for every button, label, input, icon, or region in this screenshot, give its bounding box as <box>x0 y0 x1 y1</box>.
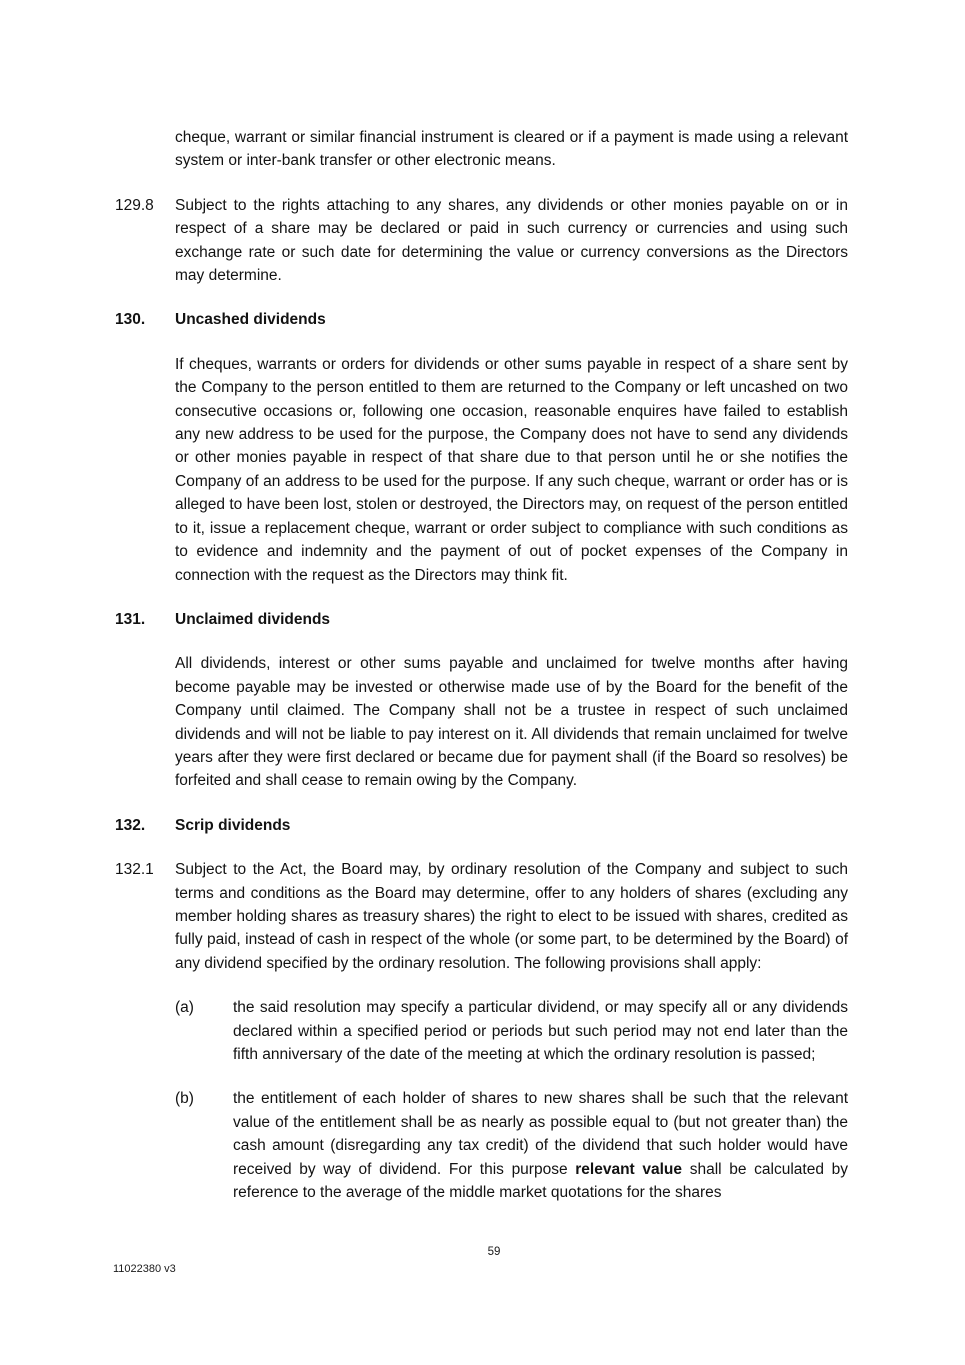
section-number: 130. <box>115 311 146 329</box>
section-title: Uncashed dividends <box>175 311 326 329</box>
subclause-text-after-bold: shall be calculated by reference to the average of the middle market quotations for the shares <box>233 1160 849 1202</box>
section-title: Scrip dividends <box>175 816 291 834</box>
number-spacer <box>115 996 175 1066</box>
number-spacer <box>115 126 175 173</box>
section-130-paragraph <box>115 353 848 587</box>
document-body <box>115 126 848 1225</box>
paragraph-text: cheque, warrant or similar financial instrument is cleared or if a payment is made using a relevant system or inter-bank transfer or other electronic means. <box>175 129 848 170</box>
number-spacer <box>115 652 175 792</box>
clause-129-8 <box>115 194 848 288</box>
section-heading-132 <box>115 814 848 837</box>
subclause-text-before-bold: the entitlement of each holder of shares to new shares shall be such that the relevant value of the entitlement shall be as nearly as possible equal to (but not greater than) the cash amount (disregarding any tax credit) of the dividend that such holder would have received by way of dividend. For this purpose <box>233 1090 848 1178</box>
subclause-b <box>115 1087 848 1204</box>
clause-number: 132.1 <box>115 861 154 879</box>
number-spacer <box>115 1087 175 1204</box>
subclause-label: (a) <box>175 999 194 1017</box>
section-heading-131 <box>115 608 848 631</box>
section-title: Unclaimed dividends <box>175 610 331 628</box>
subclause-label: (b) <box>175 1090 194 1108</box>
section-number: 131. <box>115 610 146 628</box>
page-number: 59 <box>487 1246 501 1258</box>
defined-term-relevant-value: relevant value <box>575 1160 683 1178</box>
number-spacer <box>115 353 175 587</box>
paragraph-text: If cheques, warrants or orders for dividends or other sums payable in respect of a share sent by the Company to the person entitled to them are returned to the Company or left uncashed on two consecutive occasions or, following one occasion, reasonable enquires have failed to establish any new address to be used for the purpose, the Company does not have to send any dividends or other monies payable in respect of that share due to that person until he or she notifies the Company of an address to be used for the purpose. If any such cheque, warrant or order has or is alleged to have been lost, stolen or destroyed, the Directors may, on request of the person entitled to it, issue a replacement cheque, warrant or order subject to compliance with such conditions as to evidence and indemnity and the payment of out of pocket expenses of the Company in connection with the request as the Directors may think fit. <box>175 355 848 584</box>
clause-text: Subject to the Act, the Board may, by ordinary resolution of the Company and subject to such terms and conditions as the Board may determine, offer to any holders of shares (excluding any member holding shares as treasury shares) the right to elect to be issued with shares, credited as fully paid, instead of cash in respect of the whole (or some part, to be determined by the Board) of any dividend specified by the ordinary resolution. The following provisions shall apply: <box>175 861 848 972</box>
clause-text: Subject to the rights attaching to any shares, any dividends or other monies payable on or in respect of a share may be declared or paid in such currency or currencies and using such exchange rate or such date for determining the value or currency conversions as the Directors may determine. <box>175 196 848 285</box>
document-reference: 11022380 v3 <box>113 1263 176 1275</box>
section-heading-130 <box>115 308 848 331</box>
subclause-a <box>115 996 848 1066</box>
section-131-paragraph <box>115 652 848 792</box>
clause-number: 129.8 <box>115 196 154 214</box>
subclause-text <box>233 1087 848 1204</box>
paragraph-text: All dividends, interest or other sums payable and unclaimed for twelve months after having become payable may be invested or otherwise made use of by the Board for the benefit of the Company until claimed. The Company shall not be a trustee in respect of such unclaimed dividends and will not be liable to pay interest on it. All dividends that remain unclaimed for twelve years after they were first declared or became due for payment shall (if the Board so resolves) be forfeited and shall cease to remain owing by the Company. <box>175 655 848 790</box>
subclause-text: the said resolution may specify a particular dividend, or may specify all or any dividends declared within a specified period or periods but such period may not end later than the fifth anniversary of the date of the meeting at which the ordinary resolution is passed; <box>233 999 848 1063</box>
section-number: 132. <box>115 816 146 834</box>
continuation-paragraph <box>115 126 848 173</box>
clause-132-1 <box>115 858 848 975</box>
